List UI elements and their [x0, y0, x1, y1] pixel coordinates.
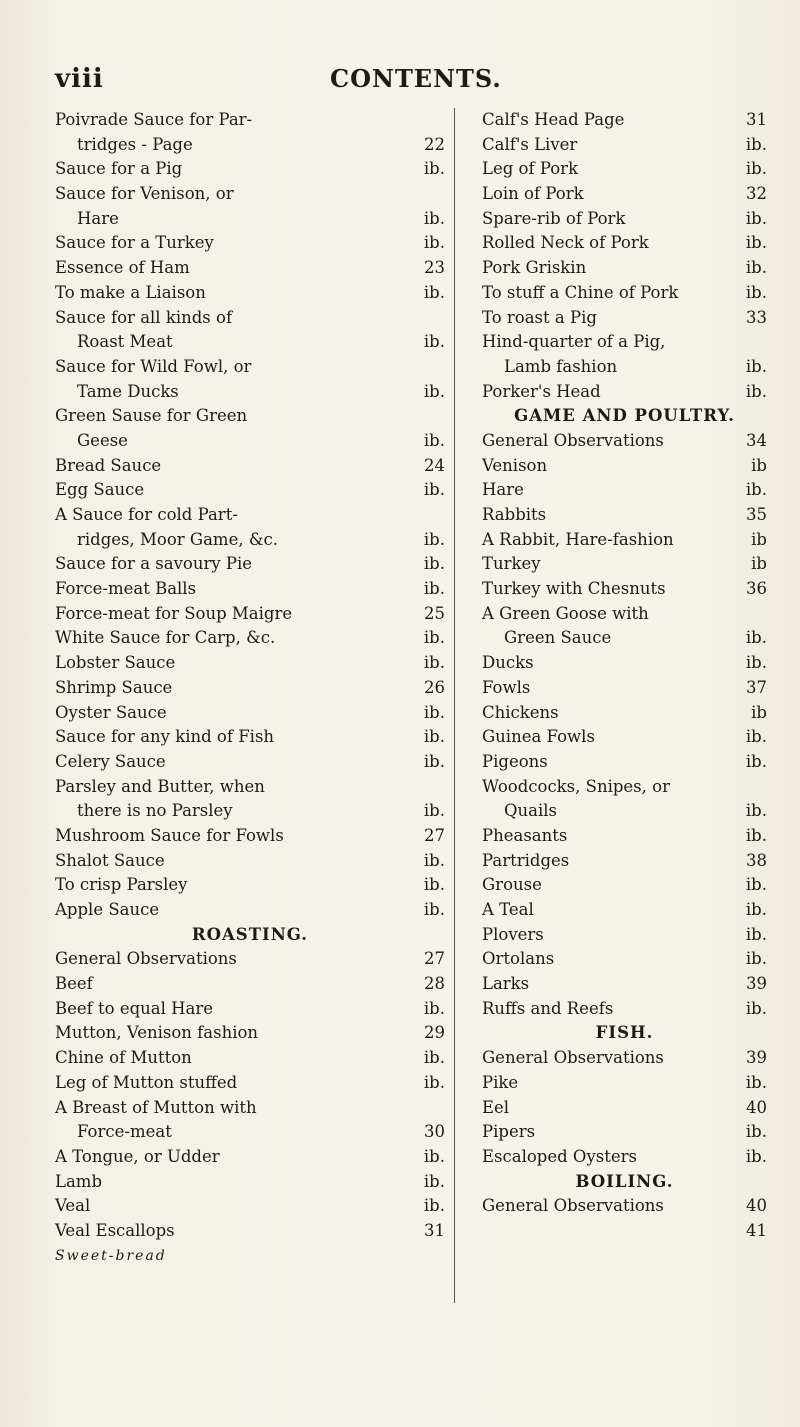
entry-title: Calf's Head Page — [482, 110, 625, 129]
contents-entry — [482, 1219, 767, 1244]
contents-entry — [482, 108, 767, 133]
entry-page: ib. — [745, 356, 767, 376]
entry-title: Leg of Mutton stuffed — [55, 1072, 238, 1092]
contents-entry — [55, 1194, 445, 1219]
entry-title: Woodcocks, Snipes, or — [482, 776, 670, 796]
entry-title: Green Sause for Green — [55, 406, 248, 426]
entry-title: General Observations — [482, 430, 664, 450]
entry-title: Pike — [482, 1072, 519, 1092]
contents-entry — [482, 923, 767, 948]
section-heading — [482, 1021, 767, 1046]
entry-page: ib. — [745, 801, 767, 821]
contents-entry — [482, 355, 767, 380]
entry-title: Hare — [77, 208, 119, 228]
entry-page: 35 — [746, 505, 767, 524]
entry-title: Turkey — [482, 554, 541, 574]
contents-entry — [55, 108, 445, 133]
contents-entry — [482, 552, 767, 577]
contents-entry — [482, 1120, 767, 1145]
contents-entry — [482, 380, 767, 405]
entry-page: ib. — [423, 233, 445, 253]
entry-page: ib. — [423, 850, 445, 870]
entry-page: 37 — [746, 677, 767, 697]
entry-title: Mushroom Sauce for Fowls — [55, 825, 284, 845]
entry-title: Lobster Sauce — [55, 653, 176, 673]
entry-title: Pigeons — [482, 751, 548, 771]
entry-title: Hare — [482, 480, 524, 500]
entry-page: ib. — [423, 1072, 445, 1092]
entry-title: Veal Escallops — [55, 1220, 175, 1240]
section-title: BOILING. — [575, 1171, 674, 1191]
entry-page: ib. — [745, 159, 767, 179]
contents-entry — [482, 824, 767, 849]
contents-entry — [482, 626, 767, 651]
entry-page: ib. — [423, 751, 445, 771]
contents-entry — [482, 231, 767, 256]
entry-page: ib. — [745, 233, 767, 253]
entry-title: A Rabbit, Hare-fashion — [482, 529, 674, 549]
entry-page: ib — [751, 702, 767, 722]
entry-page: ib. — [423, 480, 445, 500]
contents-entry — [55, 306, 445, 331]
entry-title: Force-meat — [77, 1122, 172, 1142]
entry-page: ib. — [745, 924, 767, 944]
entry-title: Sauce for a Pig — [55, 159, 183, 179]
contents-entry — [55, 577, 445, 602]
entry-title: Egg Sauce — [55, 480, 145, 500]
entry-page: ib. — [745, 258, 767, 278]
entry-title: Sauce for Venison, or — [55, 184, 234, 204]
entry-title: Rolled Neck of Pork — [482, 233, 649, 253]
entry-title: Grouse — [482, 875, 542, 895]
entry-page: 28 — [424, 974, 445, 994]
contents-entry — [55, 1170, 445, 1195]
entry-title: Lamb — [55, 1171, 103, 1191]
contents-column-right — [482, 108, 767, 1244]
contents-entry — [482, 256, 767, 281]
entry-page: ib. — [745, 208, 767, 228]
entry-title: tridges - Page — [77, 134, 193, 154]
contents-entry — [55, 1120, 445, 1145]
contents-entry — [55, 1071, 445, 1096]
contents-entry — [482, 972, 767, 997]
contents-entry — [482, 725, 767, 750]
entry-page: 40 — [746, 1097, 767, 1117]
entry-title: Oyster Sauce — [55, 702, 167, 722]
contents-entry — [55, 207, 445, 232]
entry-title: Plovers — [482, 924, 544, 944]
entry-title: Escaloped Oysters — [482, 1146, 638, 1166]
contents-entry — [482, 1194, 767, 1219]
entry-title: Hind-quarter of a Pig, — [482, 332, 666, 352]
entry-title: To stuff a Chine of Pork — [482, 282, 679, 302]
entry-title: Shrimp Sauce — [55, 677, 173, 697]
contents-entry — [482, 799, 767, 824]
entry-page: 39 — [746, 1048, 767, 1068]
contents-entry — [482, 873, 767, 898]
entry-title: Fowls — [482, 677, 531, 697]
contents-entry — [482, 775, 767, 800]
entry-page: 39 — [746, 974, 767, 994]
entry-page: ib. — [745, 1072, 767, 1092]
entry-page: ib. — [745, 282, 767, 302]
entry-title: Apple Sauce — [55, 900, 160, 919]
running-title: CONTENTS. — [330, 64, 502, 93]
contents-entry — [55, 849, 445, 874]
contents-entry — [55, 231, 445, 256]
contents-entry — [482, 750, 767, 775]
entry-title: Tame Ducks — [77, 381, 179, 401]
contents-entry — [482, 454, 767, 479]
entry-page: ib. — [423, 1171, 445, 1191]
entry-page: 27 — [424, 949, 445, 969]
entry-page: ib. — [745, 751, 767, 771]
contents-entry — [55, 355, 445, 380]
section-title: GAME AND POULTRY. — [514, 406, 735, 426]
entry-title: Lamb fashion — [504, 356, 618, 376]
entry-page: 27 — [424, 825, 445, 845]
entry-title: Beef to equal Hare — [55, 998, 214, 1018]
entry-title: Sauce for Wild Fowl, or — [55, 356, 252, 376]
entry-page: ib. — [745, 900, 767, 919]
contents-entry — [482, 849, 767, 874]
entry-title: Sauce for all kinds of — [55, 307, 233, 327]
entry-title: A Sauce for cold Part- — [55, 505, 238, 524]
contents-entry — [55, 775, 445, 800]
contents-entry — [482, 281, 767, 306]
contents-entry — [482, 947, 767, 972]
entry-title: Leg of Pork — [482, 159, 579, 179]
contents-entry — [55, 651, 445, 676]
contents-entry — [55, 898, 445, 923]
entry-title: Chine of Mutton — [55, 1048, 192, 1068]
entry-title: Pork Griskin — [482, 258, 587, 278]
contents-entry — [482, 182, 767, 207]
contents-entry — [482, 1071, 767, 1096]
contents-entry — [55, 454, 445, 479]
entry-title: A Green Goose with — [482, 603, 649, 623]
entry-page: 29 — [424, 1023, 445, 1043]
contents-entry — [55, 750, 445, 775]
contents-entry — [55, 701, 445, 726]
entry-title: Veal — [55, 1196, 91, 1216]
section-title: ROASTING. — [191, 924, 309, 944]
entry-title: Celery Sauce — [55, 751, 166, 771]
entry-page: 25 — [424, 603, 445, 623]
contents-entry — [482, 602, 767, 627]
entry-title: Roast Meat — [77, 332, 173, 352]
entry-title: Eel — [482, 1097, 510, 1117]
entry-title: General Observations — [482, 1196, 664, 1216]
entry-title: Ducks — [482, 653, 534, 673]
contents-entry — [55, 1219, 445, 1244]
entry-title: To crisp Parsley — [55, 875, 188, 895]
contents-entry — [55, 503, 445, 528]
contents-entry — [482, 207, 767, 232]
contents-entry — [55, 997, 445, 1022]
entry-page: ib. — [423, 579, 445, 599]
entry-page: ib. — [423, 1048, 445, 1068]
contents-entry — [55, 157, 445, 182]
entry-page: ib. — [745, 875, 767, 895]
contents-entry — [482, 157, 767, 182]
entry-page: ib. — [745, 653, 767, 673]
contents-entry — [482, 1145, 767, 1170]
contents-entry — [55, 873, 445, 898]
contents-entry — [55, 380, 445, 405]
entry-title: Pheasants — [482, 825, 568, 845]
contents-entry — [482, 429, 767, 454]
entry-title: Spare-rib of Pork — [482, 208, 626, 228]
entry-page: ib. — [423, 159, 445, 179]
entry-page: ib. — [423, 529, 445, 549]
contents-entry — [55, 330, 445, 355]
contents-entry — [482, 478, 767, 503]
page-number: viii — [55, 64, 104, 94]
entry-page: 24 — [424, 455, 445, 475]
entry-title: Quails — [504, 801, 558, 821]
entry-page: ib. — [423, 628, 445, 648]
entry-title: Bread Sauce — [55, 455, 162, 475]
entry-title: Sauce for any kind of Fish — [55, 727, 275, 747]
entry-page: 23 — [424, 258, 445, 278]
contents-entry — [482, 330, 767, 355]
entry-page: ib. — [745, 628, 767, 648]
contents-entry — [55, 972, 445, 997]
entry-title: A Teal — [482, 900, 534, 919]
entry-title: Mutton, Venison fashion — [55, 1023, 259, 1043]
entry-page: ib. — [423, 332, 445, 352]
contents-entry — [482, 133, 767, 158]
contents-entry — [482, 528, 767, 553]
entry-title: Larks — [482, 974, 530, 994]
entry-page: ib. — [423, 702, 445, 722]
entry-page: ib. — [745, 1122, 767, 1142]
contents-entry — [55, 824, 445, 849]
entry-title: Guinea Fowls — [482, 727, 595, 747]
contents-entry — [482, 306, 767, 331]
entry-page: ib. — [423, 381, 445, 401]
contents-entry — [55, 725, 445, 750]
entry-title: Force-meat for Soup Maigre — [55, 603, 293, 623]
entry-title: A Breast of Mutton with — [55, 1097, 257, 1117]
entry-title: To make a Liaison — [55, 282, 206, 302]
contents-entry — [55, 182, 445, 207]
entry-page: ib. — [423, 430, 445, 450]
entry-page: 34 — [746, 430, 767, 450]
catchword — [55, 1244, 445, 1269]
contents-entry — [55, 256, 445, 281]
section-heading — [55, 923, 445, 948]
entry-page: 33 — [746, 307, 767, 327]
entry-title: Pipers — [482, 1122, 536, 1142]
entry-page: ib. — [745, 998, 767, 1018]
entry-title: Parsley and Butter, when — [55, 776, 265, 796]
entry-page: ib. — [745, 480, 767, 500]
entry-page: ib. — [423, 900, 445, 919]
entry-page: 36 — [746, 579, 767, 599]
entry-title: To roast a Pig — [482, 307, 597, 327]
contents-entry — [482, 701, 767, 726]
entry-title: Sauce for a Turkey — [55, 233, 214, 253]
contents-entry — [55, 429, 445, 454]
section-heading — [482, 1170, 767, 1195]
entry-page: ib — [751, 455, 767, 475]
contents-entry — [482, 898, 767, 923]
entry-title: Shalot Sauce — [55, 850, 165, 870]
contents-entry — [482, 577, 767, 602]
section-title: FISH. — [595, 1023, 654, 1043]
contents-entry — [55, 1046, 445, 1071]
entry-title: Sauce for a savoury Pie — [55, 554, 253, 574]
entry-page: 41 — [746, 1220, 767, 1240]
entry-page: ib. — [423, 875, 445, 895]
page-header — [0, 64, 800, 104]
contents-entry — [55, 552, 445, 577]
contents-entry — [55, 602, 445, 627]
entry-title: Poivrade Sauce for Par- — [55, 110, 253, 129]
entry-title: Chickens — [482, 702, 559, 722]
entry-page: ib. — [745, 1146, 767, 1166]
entry-title: Loin of Pork — [482, 184, 584, 204]
entry-title: Essence of Ham — [55, 258, 190, 278]
entry-page: ib — [751, 554, 767, 574]
entry-title: Porker's Head — [482, 381, 601, 401]
entry-page: ib. — [423, 727, 445, 747]
entry-title: White Sauce for Carp, &c. — [55, 628, 276, 648]
entry-page: ib. — [423, 801, 445, 821]
contents-entry — [482, 997, 767, 1022]
contents-entry — [55, 133, 445, 158]
entry-page: 31 — [424, 1220, 445, 1240]
entry-page: ib. — [745, 727, 767, 747]
catchword-text: Sweet-bread — [55, 1247, 167, 1264]
entry-page: ib. — [423, 653, 445, 673]
entry-title: there is no Parsley — [77, 801, 233, 821]
entry-title: Green Sauce — [504, 628, 612, 648]
entry-title: General Observations — [482, 1048, 664, 1068]
contents-column-left — [55, 108, 445, 1268]
entry-page: 26 — [424, 677, 445, 697]
entry-page: 38 — [746, 850, 767, 870]
entry-title: Ruffs and Reefs — [482, 998, 614, 1018]
entry-title: Geese — [77, 430, 128, 450]
entry-page: ib. — [745, 134, 767, 154]
entry-title: A Tongue, or Udder — [55, 1146, 220, 1166]
entry-title: Turkey with Chesnuts — [482, 579, 666, 599]
entry-title: Calf's Liver — [482, 134, 578, 154]
contents-entry — [55, 528, 445, 553]
entry-page: ib. — [423, 554, 445, 574]
entry-page: ib. — [745, 949, 767, 969]
entry-title: Force-meat Balls — [55, 579, 197, 599]
entry-page: ib. — [423, 1196, 445, 1216]
entry-page: 32 — [746, 184, 767, 204]
entry-page: 31 — [746, 110, 767, 129]
entry-page: ib. — [423, 998, 445, 1018]
entry-title: General Observations — [55, 949, 237, 969]
contents-entry — [55, 626, 445, 651]
entry-page: ib. — [745, 825, 767, 845]
contents-entry — [55, 1145, 445, 1170]
contents-entry — [482, 1096, 767, 1121]
contents-entry — [55, 404, 445, 429]
entry-page: 30 — [424, 1122, 445, 1142]
entry-title: Venison — [482, 455, 548, 475]
entry-title: ridges, Moor Game, &c. — [77, 529, 278, 549]
contents-entry — [482, 676, 767, 701]
entry-page: ib. — [423, 1146, 445, 1166]
entry-page: 22 — [424, 134, 445, 154]
contents-entry — [55, 478, 445, 503]
entry-title: Beef — [55, 974, 93, 994]
entry-page: ib — [751, 529, 767, 549]
entry-page: ib. — [745, 381, 767, 401]
contents-entry — [55, 1021, 445, 1046]
contents-entry — [55, 281, 445, 306]
contents-entry — [55, 799, 445, 824]
entry-page: ib. — [423, 208, 445, 228]
contents-entry — [55, 676, 445, 701]
contents-entry — [55, 1096, 445, 1121]
entry-title: Ortolans — [482, 949, 555, 969]
contents-entry — [482, 503, 767, 528]
entry-page: 40 — [746, 1196, 767, 1216]
entry-title: Partridges — [482, 850, 570, 870]
contents-entry — [482, 1046, 767, 1071]
contents-entry — [55, 947, 445, 972]
section-heading — [482, 404, 767, 429]
contents-entry — [482, 651, 767, 676]
entry-page: ib. — [423, 282, 445, 302]
column-divider — [454, 108, 455, 1303]
entry-title: Rabbits — [482, 505, 547, 524]
